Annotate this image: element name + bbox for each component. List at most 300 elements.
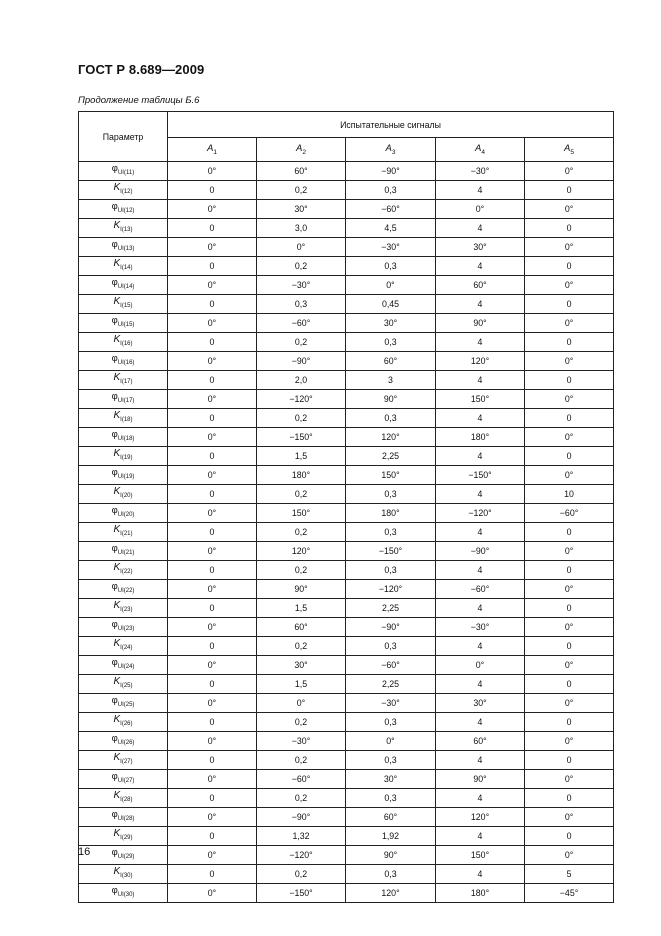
param-symbol: φ bbox=[111, 695, 118, 706]
column-header-symbol: A bbox=[207, 143, 214, 154]
param-cell bbox=[79, 865, 168, 884]
param-symbol: φ bbox=[111, 467, 118, 478]
value-cell-a1: 0° bbox=[168, 238, 257, 257]
value-cell-a3: 120° bbox=[346, 428, 436, 447]
table-row bbox=[79, 200, 614, 219]
value-cell-a1: 0 bbox=[168, 523, 257, 542]
value-cell-a3: 150° bbox=[346, 466, 436, 485]
param-symbol: φ bbox=[111, 201, 118, 212]
table-row bbox=[79, 333, 614, 352]
param-symbol: K bbox=[113, 676, 121, 687]
param-subscript: I(27) bbox=[120, 759, 133, 765]
value-cell-a1: 0 bbox=[168, 219, 257, 238]
column-header-index: 1 bbox=[213, 149, 217, 156]
param-symbol: K bbox=[113, 220, 121, 231]
param-symbol: K bbox=[113, 334, 121, 345]
value-cell-a5: 0° bbox=[525, 694, 614, 713]
param-cell bbox=[79, 371, 168, 390]
param-symbol: φ bbox=[111, 619, 118, 630]
column-header-a5 bbox=[525, 138, 614, 162]
value-cell-a4: 4 bbox=[436, 447, 525, 466]
param-cell bbox=[79, 599, 168, 618]
test-signals-table bbox=[78, 111, 614, 903]
value-cell-a5: 0 bbox=[525, 751, 614, 770]
param-subscript: I(16) bbox=[120, 341, 133, 347]
value-cell-a1: 0 bbox=[168, 295, 257, 314]
value-cell-a4: 4 bbox=[436, 485, 525, 504]
table-row bbox=[79, 466, 614, 485]
value-cell-a3: −120° bbox=[346, 580, 436, 599]
table-row bbox=[79, 827, 614, 846]
value-cell-a5: 0° bbox=[525, 656, 614, 675]
param-cell bbox=[79, 732, 168, 751]
value-cell-a5: 0° bbox=[525, 466, 614, 485]
param-subscript: UI(19) bbox=[117, 474, 135, 480]
table-row bbox=[79, 732, 614, 751]
param-symbol: K bbox=[113, 600, 121, 611]
column-header-a1 bbox=[168, 138, 257, 162]
param-subscript: I(17) bbox=[120, 379, 133, 385]
value-cell-a3: 0,3 bbox=[346, 485, 436, 504]
param-cell bbox=[79, 238, 168, 257]
param-subscript: UI(23) bbox=[117, 626, 135, 632]
value-cell-a4: 4 bbox=[436, 675, 525, 694]
value-cell-a2: 0,2 bbox=[257, 257, 346, 276]
value-cell-a5: 0° bbox=[525, 238, 614, 257]
param-cell bbox=[79, 181, 168, 200]
value-cell-a2: 60° bbox=[257, 162, 346, 181]
param-cell bbox=[79, 808, 168, 827]
page-number: 16 bbox=[78, 846, 91, 858]
value-cell-a5: 0° bbox=[525, 618, 614, 637]
column-header-symbol: A bbox=[475, 143, 482, 154]
param-cell bbox=[79, 713, 168, 732]
value-cell-a5: 0° bbox=[525, 732, 614, 751]
value-cell-a2: 1,5 bbox=[257, 599, 346, 618]
param-subscript: I(25) bbox=[120, 683, 133, 689]
value-cell-a4: 60° bbox=[436, 276, 525, 295]
value-cell-a1: 0 bbox=[168, 485, 257, 504]
value-cell-a3: 0° bbox=[346, 732, 436, 751]
param-subscript: UI(13) bbox=[117, 246, 135, 252]
value-cell-a4: −30° bbox=[436, 162, 525, 181]
param-symbol: K bbox=[113, 714, 121, 725]
table-row bbox=[79, 371, 614, 390]
param-cell bbox=[79, 656, 168, 675]
param-subscript: UI(28) bbox=[117, 816, 135, 822]
value-cell-a2: 90° bbox=[257, 580, 346, 599]
param-cell bbox=[79, 390, 168, 409]
value-cell-a3: 2,25 bbox=[346, 675, 436, 694]
value-cell-a1: 0 bbox=[168, 675, 257, 694]
value-cell-a1: 0° bbox=[168, 504, 257, 523]
column-header-index: 5 bbox=[570, 149, 575, 156]
column-header-a3 bbox=[346, 138, 436, 162]
param-subscript: UI(20) bbox=[117, 512, 135, 518]
param-cell bbox=[79, 409, 168, 428]
value-cell-a2: 120° bbox=[257, 542, 346, 561]
value-cell-a3: 1,92 bbox=[346, 827, 436, 846]
table-row bbox=[79, 884, 614, 903]
value-cell-a4: 150° bbox=[436, 390, 525, 409]
value-cell-a5: 0 bbox=[525, 447, 614, 466]
value-cell-a1: 0° bbox=[168, 656, 257, 675]
value-cell-a2: 0,2 bbox=[257, 181, 346, 200]
value-cell-a5: 0° bbox=[525, 390, 614, 409]
param-symbol: K bbox=[113, 828, 121, 839]
param-subscript: UI(18) bbox=[117, 436, 135, 442]
value-cell-a5: 0° bbox=[525, 352, 614, 371]
value-cell-a4: 90° bbox=[436, 770, 525, 789]
value-cell-a1: 0 bbox=[168, 561, 257, 580]
value-cell-a3: −30° bbox=[346, 694, 436, 713]
param-subscript: I(20) bbox=[120, 493, 133, 499]
value-cell-a2: −60° bbox=[257, 770, 346, 789]
value-cell-a2: 30° bbox=[257, 656, 346, 675]
value-cell-a5: 0 bbox=[525, 257, 614, 276]
param-subscript: I(13) bbox=[120, 227, 133, 233]
value-cell-a4: −120° bbox=[436, 504, 525, 523]
value-cell-a3: −30° bbox=[346, 238, 436, 257]
column-header-symbol: A bbox=[385, 143, 392, 154]
value-cell-a5: −45° bbox=[525, 884, 614, 903]
param-symbol: K bbox=[113, 448, 121, 459]
value-cell-a4: 30° bbox=[436, 238, 525, 257]
document-title: ГОСТ Р 8.689—2009 bbox=[78, 62, 205, 77]
value-cell-a2: 0,2 bbox=[257, 485, 346, 504]
value-cell-a2: −90° bbox=[257, 352, 346, 371]
value-cell-a5: 0° bbox=[525, 314, 614, 333]
value-cell-a5: 0 bbox=[525, 409, 614, 428]
value-cell-a5: 0 bbox=[525, 675, 614, 694]
param-subscript: I(15) bbox=[120, 303, 133, 309]
value-cell-a3: 0,3 bbox=[346, 637, 436, 656]
param-subscript: I(14) bbox=[120, 265, 133, 271]
value-cell-a1: 0 bbox=[168, 447, 257, 466]
value-cell-a1: 0° bbox=[168, 162, 257, 181]
value-cell-a2: 0,2 bbox=[257, 333, 346, 352]
param-cell bbox=[79, 789, 168, 808]
value-cell-a3: 0,45 bbox=[346, 295, 436, 314]
value-cell-a1: 0° bbox=[168, 580, 257, 599]
value-cell-a2: 0,2 bbox=[257, 409, 346, 428]
value-cell-a4: 4 bbox=[436, 409, 525, 428]
param-cell bbox=[79, 200, 168, 219]
value-cell-a2: −60° bbox=[257, 314, 346, 333]
column-header-symbol: A bbox=[296, 143, 303, 154]
column-header-index: 3 bbox=[391, 149, 396, 156]
param-cell bbox=[79, 827, 168, 846]
value-cell-a4: −60° bbox=[436, 580, 525, 599]
table-row bbox=[79, 314, 614, 333]
table-row bbox=[79, 352, 614, 371]
param-subscript: UI(27) bbox=[117, 778, 135, 784]
value-cell-a3: 0,3 bbox=[346, 181, 436, 200]
param-symbol: φ bbox=[111, 391, 118, 402]
param-subscript: I(29) bbox=[120, 835, 133, 841]
value-cell-a1: 0° bbox=[168, 428, 257, 447]
param-cell bbox=[79, 561, 168, 580]
param-subscript: I(26) bbox=[120, 721, 133, 727]
value-cell-a1: 0 bbox=[168, 257, 257, 276]
table-row bbox=[79, 656, 614, 675]
param-symbol: φ bbox=[111, 505, 118, 516]
value-cell-a3: 0,3 bbox=[346, 561, 436, 580]
param-subscript: UI(30) bbox=[117, 892, 135, 898]
param-symbol: K bbox=[113, 410, 121, 421]
value-cell-a3: 0,3 bbox=[346, 257, 436, 276]
column-header-a4 bbox=[436, 138, 525, 162]
value-cell-a3: 90° bbox=[346, 846, 436, 865]
table-row bbox=[79, 485, 614, 504]
table-row bbox=[79, 694, 614, 713]
value-cell-a2: 0,3 bbox=[257, 295, 346, 314]
value-cell-a5: 0° bbox=[525, 276, 614, 295]
param-symbol: φ bbox=[111, 353, 118, 364]
value-cell-a1: 0° bbox=[168, 352, 257, 371]
param-cell bbox=[79, 314, 168, 333]
value-cell-a1: 0° bbox=[168, 276, 257, 295]
value-cell-a5: 0 bbox=[525, 827, 614, 846]
value-cell-a4: 0° bbox=[436, 200, 525, 219]
param-subscript: I(22) bbox=[120, 569, 133, 575]
param-symbol: φ bbox=[111, 885, 118, 896]
value-cell-a4: 4 bbox=[436, 751, 525, 770]
table-row bbox=[79, 428, 614, 447]
value-cell-a2: 150° bbox=[257, 504, 346, 523]
value-cell-a3: 30° bbox=[346, 770, 436, 789]
param-subscript: UI(29) bbox=[117, 854, 135, 860]
value-cell-a2: −90° bbox=[257, 808, 346, 827]
value-cell-a5: 5 bbox=[525, 865, 614, 884]
value-cell-a2: −30° bbox=[257, 732, 346, 751]
param-subscript: UI(16) bbox=[117, 360, 135, 366]
value-cell-a4: 150° bbox=[436, 846, 525, 865]
value-cell-a2: 0,2 bbox=[257, 713, 346, 732]
param-cell bbox=[79, 884, 168, 903]
param-symbol: K bbox=[113, 638, 121, 649]
value-cell-a5: 0° bbox=[525, 542, 614, 561]
value-cell-a2: −150° bbox=[257, 428, 346, 447]
param-symbol: φ bbox=[111, 771, 118, 782]
param-cell bbox=[79, 295, 168, 314]
table-row bbox=[79, 599, 614, 618]
value-cell-a4: 4 bbox=[436, 561, 525, 580]
table-row bbox=[79, 162, 614, 181]
value-cell-a5: 0° bbox=[525, 846, 614, 865]
param-cell bbox=[79, 504, 168, 523]
value-cell-a3: 90° bbox=[346, 390, 436, 409]
column-header-a2 bbox=[257, 138, 346, 162]
column-header-index: 4 bbox=[481, 149, 485, 156]
table-row bbox=[79, 295, 614, 314]
param-symbol: K bbox=[113, 866, 121, 877]
param-symbol: K bbox=[113, 752, 121, 763]
value-cell-a5: 0° bbox=[525, 770, 614, 789]
param-symbol: K bbox=[113, 296, 121, 307]
value-cell-a3: 30° bbox=[346, 314, 436, 333]
value-cell-a1: 0° bbox=[168, 618, 257, 637]
value-cell-a1: 0° bbox=[168, 694, 257, 713]
table-row bbox=[79, 409, 614, 428]
value-cell-a2: 1,5 bbox=[257, 675, 346, 694]
param-symbol: φ bbox=[111, 809, 118, 820]
param-cell bbox=[79, 637, 168, 656]
param-symbol: φ bbox=[111, 315, 118, 326]
value-cell-a5: −60° bbox=[525, 504, 614, 523]
param-subscript: UI(14) bbox=[117, 284, 135, 290]
param-symbol: K bbox=[113, 562, 121, 573]
param-subscript: UI(24) bbox=[117, 664, 135, 670]
value-cell-a1: 0° bbox=[168, 732, 257, 751]
param-subscript: I(23) bbox=[120, 607, 133, 613]
value-cell-a4: 60° bbox=[436, 732, 525, 751]
param-cell bbox=[79, 333, 168, 352]
value-cell-a3: 60° bbox=[346, 808, 436, 827]
param-symbol: K bbox=[113, 258, 121, 269]
param-cell bbox=[79, 466, 168, 485]
value-cell-a4: 4 bbox=[436, 599, 525, 618]
value-cell-a1: 0 bbox=[168, 789, 257, 808]
value-cell-a3: 0,3 bbox=[346, 789, 436, 808]
value-cell-a1: 0° bbox=[168, 390, 257, 409]
value-cell-a2: 0,2 bbox=[257, 751, 346, 770]
value-cell-a5: 0 bbox=[525, 599, 614, 618]
value-cell-a5: 0 bbox=[525, 523, 614, 542]
value-cell-a1: 0 bbox=[168, 827, 257, 846]
value-cell-a3: 0,3 bbox=[346, 523, 436, 542]
value-cell-a3: 0,3 bbox=[346, 865, 436, 884]
value-cell-a1: 0° bbox=[168, 542, 257, 561]
value-cell-a4: −150° bbox=[436, 466, 525, 485]
param-symbol: K bbox=[113, 372, 121, 383]
table-row bbox=[79, 770, 614, 789]
value-cell-a3: 0,3 bbox=[346, 333, 436, 352]
value-cell-a4: 4 bbox=[436, 295, 525, 314]
param-cell bbox=[79, 428, 168, 447]
value-cell-a4: 0° bbox=[436, 656, 525, 675]
param-cell bbox=[79, 485, 168, 504]
param-cell bbox=[79, 751, 168, 770]
column-header-symbol: A bbox=[564, 143, 571, 154]
value-cell-a5: 0° bbox=[525, 162, 614, 181]
value-cell-a3: 0° bbox=[346, 276, 436, 295]
param-subscript: UI(15) bbox=[117, 322, 135, 328]
value-cell-a3: 0,3 bbox=[346, 751, 436, 770]
value-cell-a4: 4 bbox=[436, 827, 525, 846]
value-cell-a4: 4 bbox=[436, 637, 525, 656]
value-cell-a2: 2,0 bbox=[257, 371, 346, 390]
value-cell-a3: 120° bbox=[346, 884, 436, 903]
value-cell-a2: 0° bbox=[257, 238, 346, 257]
column-header-index: 2 bbox=[302, 149, 306, 156]
param-subscript: I(30) bbox=[120, 873, 133, 879]
param-cell bbox=[79, 276, 168, 295]
value-cell-a5: 0 bbox=[525, 181, 614, 200]
param-subscript: UI(21) bbox=[117, 550, 135, 556]
value-cell-a3: 60° bbox=[346, 352, 436, 371]
value-cell-a2: 0,2 bbox=[257, 637, 346, 656]
value-cell-a3: 4,5 bbox=[346, 219, 436, 238]
table-row bbox=[79, 846, 614, 865]
param-cell bbox=[79, 618, 168, 637]
value-cell-a5: 0 bbox=[525, 295, 614, 314]
param-symbol: K bbox=[113, 486, 121, 497]
table-row bbox=[79, 390, 614, 409]
value-cell-a1: 0 bbox=[168, 409, 257, 428]
value-cell-a2: 0,2 bbox=[257, 865, 346, 884]
value-cell-a1: 0° bbox=[168, 200, 257, 219]
value-cell-a2: −30° bbox=[257, 276, 346, 295]
value-cell-a1: 0 bbox=[168, 751, 257, 770]
table-row bbox=[79, 808, 614, 827]
table-row bbox=[79, 580, 614, 599]
table-row bbox=[79, 447, 614, 466]
value-cell-a4: 4 bbox=[436, 181, 525, 200]
value-cell-a5: 0 bbox=[525, 219, 614, 238]
param-header: Параметр bbox=[79, 112, 168, 162]
value-cell-a1: 0° bbox=[168, 770, 257, 789]
value-cell-a5: 0° bbox=[525, 200, 614, 219]
table-row bbox=[79, 523, 614, 542]
value-cell-a5: 0 bbox=[525, 333, 614, 352]
table-row bbox=[79, 238, 614, 257]
value-cell-a1: 0 bbox=[168, 371, 257, 390]
table-row bbox=[79, 637, 614, 656]
group-header: Испытательные сигналы bbox=[168, 112, 614, 138]
value-cell-a3: −150° bbox=[346, 542, 436, 561]
param-subscript: I(19) bbox=[120, 455, 133, 461]
value-cell-a1: 0 bbox=[168, 599, 257, 618]
param-symbol: φ bbox=[111, 429, 118, 440]
value-cell-a5: 0 bbox=[525, 713, 614, 732]
param-symbol: φ bbox=[111, 543, 118, 554]
value-cell-a5: 0° bbox=[525, 580, 614, 599]
value-cell-a5: 0 bbox=[525, 637, 614, 656]
value-cell-a4: −90° bbox=[436, 542, 525, 561]
value-cell-a1: 0 bbox=[168, 713, 257, 732]
table-row bbox=[79, 789, 614, 808]
param-cell bbox=[79, 162, 168, 181]
value-cell-a4: 4 bbox=[436, 789, 525, 808]
value-cell-a1: 0 bbox=[168, 865, 257, 884]
value-cell-a3: 0,3 bbox=[346, 409, 436, 428]
value-cell-a4: 180° bbox=[436, 884, 525, 903]
param-cell bbox=[79, 219, 168, 238]
param-subscript: UI(12) bbox=[117, 208, 135, 214]
value-cell-a4: 120° bbox=[436, 352, 525, 371]
value-cell-a4: 30° bbox=[436, 694, 525, 713]
value-cell-a1: 0° bbox=[168, 846, 257, 865]
value-cell-a4: 4 bbox=[436, 219, 525, 238]
param-symbol: φ bbox=[111, 581, 118, 592]
value-cell-a2: 0,2 bbox=[257, 789, 346, 808]
table-row bbox=[79, 181, 614, 200]
param-subscript: UI(25) bbox=[117, 702, 135, 708]
param-cell bbox=[79, 542, 168, 561]
table-row bbox=[79, 542, 614, 561]
value-cell-a5: 0° bbox=[525, 808, 614, 827]
value-cell-a4: 120° bbox=[436, 808, 525, 827]
value-cell-a2: 60° bbox=[257, 618, 346, 637]
value-cell-a3: −90° bbox=[346, 618, 436, 637]
value-cell-a5: 10 bbox=[525, 485, 614, 504]
table-row bbox=[79, 561, 614, 580]
value-cell-a2: 1,32 bbox=[257, 827, 346, 846]
param-cell bbox=[79, 770, 168, 789]
value-cell-a1: 0° bbox=[168, 466, 257, 485]
value-cell-a4: 4 bbox=[436, 865, 525, 884]
